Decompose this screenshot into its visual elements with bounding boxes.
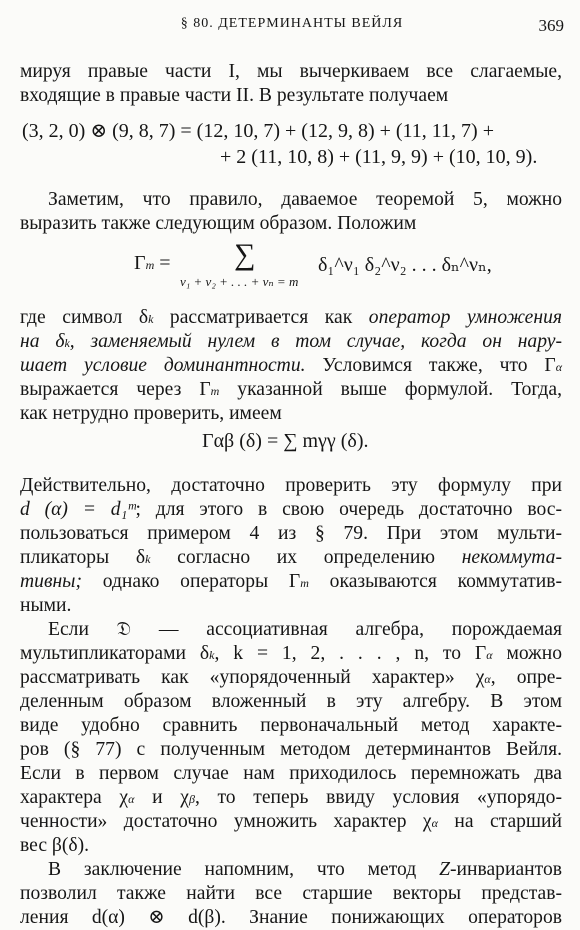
formula-gamma-m: [134, 238, 492, 294]
formula-d-alpha: d (α) = d₁ᵐ: [20, 499, 136, 520]
text-line: характера χα и χβ, то теперь ввиду условия «упорядо-: [20, 787, 563, 808]
text-line: В заключение напомним, что метод Z-инвариантов: [48, 859, 562, 880]
sum-limits: ν₁ + ν₂ + . . . + νₙ = m: [180, 274, 299, 289]
text-line: шает условие доминантности. Условимся также, что Γα: [20, 355, 562, 376]
running-head: § 80. ДЕТЕРМИНАНТЫ ВЕЙЛЯ: [180, 16, 404, 31]
formula-gamma-alpha: Γαβ (δ) = ∑ mγγ (δ).: [202, 430, 369, 452]
formula-body: δ₁^ν₁ δ₂^ν₂ . . . δₙ^νₙ,: [318, 254, 492, 276]
formula-lhs: Γ: [134, 252, 146, 274]
text-line: мультипликаторами δk, k = 1, 2, . . . , n, то Γα можно: [20, 643, 562, 664]
text-line: ления d(α) ⊗ d(β). Знание понижающих операторов: [20, 907, 562, 928]
text-line: входящие в правые части II. В результате получаем: [20, 85, 449, 106]
text-line: ров (§ 77) с полученным методом детерминантов Вейля.: [20, 739, 562, 760]
page-number: 369: [538, 16, 564, 35]
text-line: тивны; однако операторы Γm оказываются коммутатив-: [20, 571, 562, 592]
text-line: позволил также найти все старшие векторы представ-: [20, 883, 562, 904]
text-line: как нетрудно проверить, имеем: [20, 403, 282, 424]
formula-equals: =: [154, 252, 171, 274]
text-line: деленным образом вложенный в эту алгебру. В этом: [20, 691, 562, 712]
text-line: выразить также следующим образом. Положим: [20, 213, 417, 234]
text-line: Если в первом случае нам приходилось перемножать два: [20, 763, 562, 784]
text-line: на δk, заменяемый нулем в том случае, когда он нару-: [20, 331, 562, 352]
sum-sign: ∑: [234, 238, 256, 271]
text-line: мируя правые части I, мы вычеркиваем все слагаемые,: [20, 61, 562, 82]
text-line: Действительно, достаточно проверить эту формулу при: [20, 475, 562, 496]
formula-lhs-sub: m: [145, 258, 155, 272]
text-line: пликаторы δk согласно их определению некоммута-: [20, 547, 563, 568]
text-line: ными.: [20, 595, 72, 616]
text-line: d (α) = d₁ᵐ; для этого в свою очередь достаточно вос-: [20, 499, 562, 520]
text-line: Если 𝔇 — ассоциативная алгебра, порождаемая: [48, 619, 562, 640]
equation-line-1: (3, 2, 0) ⊗ (9, 8, 7) = (12, 10, 7) + (12, 9, 8) + (11, 11, 7) +: [22, 120, 494, 142]
text-line: вес β(δ).: [20, 835, 90, 856]
text-line: пользоваться примером 4 из § 79. При этом мульти-: [20, 523, 562, 544]
fraktur-d-symbol: 𝔇: [116, 619, 132, 640]
equation-line-2: + 2 (11, 10, 8) + (11, 9, 9) + (10, 10, 9).: [220, 146, 538, 168]
text-line: Заметим, что правило, даваемое теоремой 5, можно: [48, 189, 562, 210]
text-line: где символ δk рассматривается как оператор умножения: [20, 307, 562, 328]
text-line: выражается через Γm указанной выше формулой. Тогда,: [20, 379, 562, 400]
page-header: [20, 16, 564, 36]
text-line: ченности» достаточно умножить характер χα на старший: [20, 811, 562, 832]
text-line: виде удобно сравнить первоначальный метод характе-: [20, 715, 562, 736]
text-line: рассматривать как «упорядоченный характер» χα, опре-: [20, 667, 562, 688]
